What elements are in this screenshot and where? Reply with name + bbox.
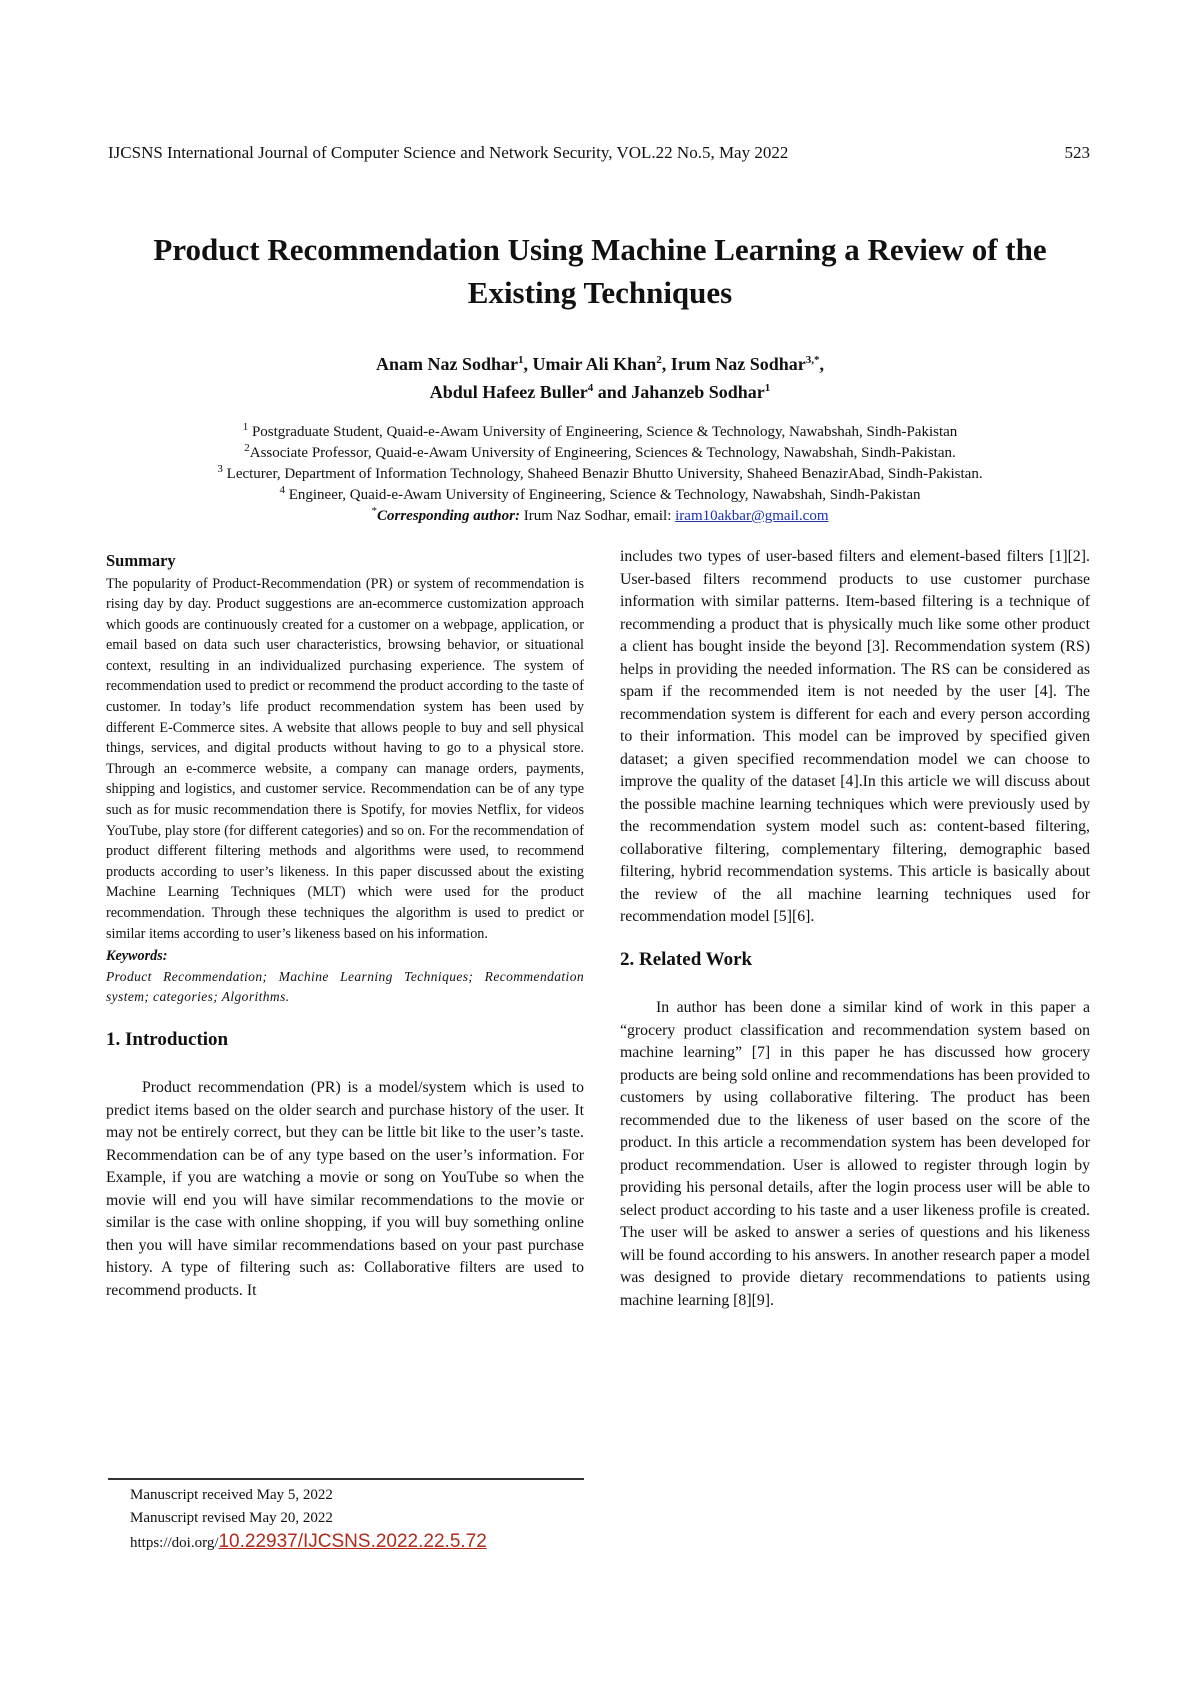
affil-text: Engineer, Quaid-e-Awam University of Engineering, Science & Technology, Nawabshah, Sindh-Pakistan xyxy=(284,487,921,503)
related-work-text: In author has been done a similar kind of work in this paper a “grocery product classification and recommendation system based on machine learning” [7] in this paper he has discussed how grocery products are being sold online and recommendations has been provided to customers by using collaborative filtering. The product has been recommended due to the likeness of user based on the score of the product. In this article a recommendation system has been developed for product recommendation. User is allowed to register through login by providing his personal details, after the login process user will be able to select product according to his taste and a user likeness profile is created. The user will be asked to answer a series of questions and his likeness will be found according to his answers. In another research paper a model was designed to provide dietary recommendations to patients using machine learning [8][9]. xyxy=(620,999,1090,1309)
author-name: and Jahanzeb Sodhar xyxy=(593,382,765,402)
right-column xyxy=(620,546,1090,1312)
affil-text: Postgraduate Student, Quaid-e-Awam University of Engineering, Science & Technology, Nawabshah, Sindh-Pakistan xyxy=(248,424,958,440)
manuscript-received: Manuscript received May 5, 2022 xyxy=(130,1487,333,1503)
summary-text: The popularity of Product-Recommendation (PR) or system of recommendation is rising day by day. Product suggestions are an-ecommerce customization approach which goods are continuously created for a customer on a webpage, application, or email based on data such user characteristics, browsing behavior, or situational context, resulting in an individualized purchasing experience. The system of recommendation used to predict or recommend the product according to the taste of customer. In today’s life product recommendation system has been used by different E-Commerce sites. A website that allows people to buy and sell physical things, services, and digital products without having to go to a physical store. Through an e-commerce website, a company can manage orders, payments, shipping and logistics, and customer service. Recommendation can be of any type such as for music recommendation there is Spotify, for movies Netflix, for videos YouTube, play store (for different categories) and so on. For the recommendation of product different filtering methods and algorithms were used, to recommend products according to user’s likeness. In this paper discussed about the existing Machine Learning Techniques (MLT) which were used for the product recommendation. Through these techniques the algorithm is used to predict or similar items according to user’s likeness based on his information. xyxy=(106,575,584,942)
doi-prefix: https://doi.org/ xyxy=(130,1535,219,1551)
author-affil-mark: 3,* xyxy=(805,354,820,366)
footnote-divider xyxy=(108,1478,584,1480)
author-list xyxy=(100,350,1100,406)
affiliations xyxy=(100,422,1100,527)
manuscript-revised: Manuscript revised May 20, 2022 xyxy=(130,1510,333,1526)
author-name: Abdul Hafeez Buller xyxy=(429,382,588,402)
affiliation-3 xyxy=(100,464,1100,485)
affiliation-4 xyxy=(100,485,1100,506)
section-heading-introduction: 1. Introduction xyxy=(106,1028,229,1050)
introduction-continued-text: includes two types of user-based filters and element-based filters [1][2]. User-based filters recommend products to use customer purchase information with similar patterns. Item-based filtering is a technique of recommending a product that is physically much like some other product a client has bought inside the beyond [3]. Recommendation system (RS) helps in providing the needed information. The RS can be considered as spam if the recommended item is not needed by the user [4]. The recommendation system is different for each and every person according to their information. This model can be improved by specified given dataset; a given specified recommendation model we can choose to improve the quality of the dataset [4].In this article we will discuss about the possible machine learning techniques which were previously used by the recommendation system model such as: content-based filtering, collaborative filtering, complementary filtering, demographic based filtering, hybrid recommendation systems. This article is basically about the review of the all machine learning techniques used for recommendation model [5][6]. xyxy=(620,548,1090,925)
running-header xyxy=(108,143,1090,163)
doi-link[interactable]: 10.22937/IJCSNS.2022.22.5.72 xyxy=(218,1531,487,1552)
affil-text: Lecturer, Department of Information Technology, Shaheed Benazir Bhutto University, Shaheed BenazirAbad, Sindh-Pakistan. xyxy=(222,466,983,482)
corr-text: Irum Naz Sodhar, email: xyxy=(519,508,676,524)
affil-number: 2 xyxy=(244,442,250,454)
email-link[interactable]: iram10akbar@gmail.com xyxy=(675,508,829,524)
author-affil-mark: 1 xyxy=(518,354,524,366)
left-column xyxy=(106,550,584,1302)
section-heading-related-work: 2. Related Work xyxy=(620,948,753,970)
affiliation-2 xyxy=(100,443,1100,464)
introduction-text: Product recommendation (PR) is a model/system which is used to predict items based on the older search and purchase history of the user. It may not be entirely correct, but they can be little bit like to the user’s taste. Recommendation can be of any type based on the user’s information. For Example, if you are watching a movie or song on YouTube so when the movie will end you will have similar recommendations to the movie or similar is the case with online shopping, if you will buy something online then you will have similar recommendations based on your past purchase history. A type of filtering such as: Collaborative filters are used to recommend products. It xyxy=(106,1079,584,1299)
corr-label: Corresponding author: xyxy=(376,508,520,524)
corresponding-author xyxy=(100,506,1100,527)
affil-number: 4 xyxy=(279,484,285,496)
corr-mark: * xyxy=(371,505,377,517)
keywords-label: Keywords: xyxy=(106,948,168,965)
page-number: 523 xyxy=(1064,143,1090,162)
author-name: , Irum Naz Sodhar xyxy=(661,354,806,374)
doi-line xyxy=(130,1530,487,1555)
summary-heading: Summary xyxy=(106,551,176,570)
author-line-2 xyxy=(100,378,1100,406)
journal-name: IJCSNS International Journal of Computer Science and Network Security, VOL.22 No.5, May 2022 xyxy=(108,143,789,162)
footnotes xyxy=(130,1484,487,1555)
paper-title: Product Recommendation Using Machine Learning a Review of the Existing Techniques xyxy=(153,232,1047,310)
author-name: , Umair Ali Khan xyxy=(523,354,657,374)
author-affil-mark: 1 xyxy=(764,382,771,394)
author-name: Anam Naz Sodhar xyxy=(376,354,519,374)
affiliation-1 xyxy=(100,422,1100,443)
affil-number: 3 xyxy=(217,463,223,475)
author-affil-mark: 4 xyxy=(587,382,594,394)
keywords-text: Product Recommendation; Machine Learning Techniques; Recommendation system; categories; Algorithms. xyxy=(106,968,584,1004)
author-separator: , xyxy=(819,354,824,374)
author-affil-mark: 2 xyxy=(656,354,662,366)
affil-number: 1 xyxy=(242,421,249,433)
author-line-1 xyxy=(100,350,1100,378)
affil-text: Associate Professor, Quaid-e-Awam University of Engineering, Sciences & Technology, Nawabshah, Sindh-Pakistan. xyxy=(249,445,956,461)
